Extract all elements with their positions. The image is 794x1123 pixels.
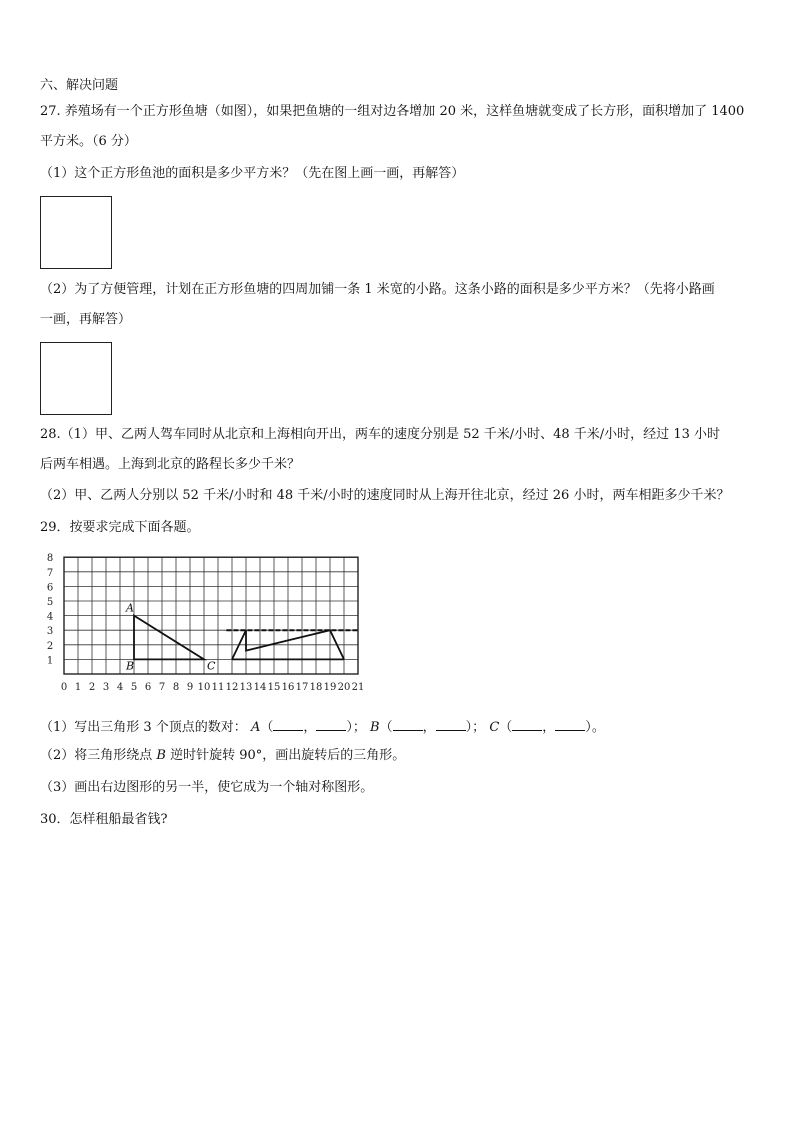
x-tick-label: 2: [88, 682, 96, 693]
q28-part2: （2）甲、乙两人分别以 52 千米/小时和 48 千米/小时的速度同时从上海开往北京，经过 26 小时，两车相距多少千米？: [40, 488, 730, 503]
x-tick-label: 16: [281, 682, 295, 693]
paren-open: （: [499, 720, 513, 735]
x-tick-label: 7: [158, 682, 166, 693]
y-tick-label: 5: [46, 597, 54, 608]
x-tick-label: 4: [116, 682, 124, 693]
x-tick-label: 20: [337, 682, 351, 693]
q29-part1-prefix: （1）写出三角形 3 个顶点的数对：: [40, 720, 247, 735]
square-pond-figure-1: [40, 196, 112, 269]
x-tick-label: 13: [239, 682, 253, 693]
paren-open: （: [379, 720, 393, 735]
x-tick-label: 9: [186, 682, 194, 693]
x-tick-label: 1: [74, 682, 82, 693]
y-tick-label: 2: [46, 640, 54, 652]
vertex-label-b: B: [126, 659, 135, 673]
triangle-abc: [134, 616, 204, 660]
coordinate-grid: [44, 548, 374, 700]
paren-open: （: [260, 720, 274, 735]
paren-close: ）: [346, 720, 353, 735]
rotation-point-label: B: [156, 748, 166, 763]
a-y-blank[interactable]: [316, 718, 346, 731]
q27-line1: 27. 养殖场有一个正方形鱼塘（如图），如果把鱼塘的一组对边各增加 20 米，这样鱼塘就变成了长方形，面积增加了 1400: [40, 104, 745, 119]
q27-part2-line2: 一画，再解答）: [40, 312, 132, 327]
q29-title: 29．按要求完成下面各题。: [40, 520, 200, 535]
vertex-label-a: A: [126, 601, 134, 615]
y-tick-label: 1: [46, 655, 54, 667]
point-c-label: C: [489, 720, 500, 735]
b-y-blank[interactable]: [436, 718, 466, 731]
a-x-blank[interactable]: [273, 718, 303, 731]
y-tick-label: 6: [46, 582, 54, 594]
comma: ，: [303, 720, 317, 735]
x-tick-label: 11: [211, 682, 225, 693]
square-pond-figure-2: [40, 342, 112, 415]
x-tick-label: 6: [144, 682, 152, 693]
point-a-label: A: [250, 720, 261, 735]
q28-part1-line2: 后两车相遇。上海到北京的路程长多少千米？: [40, 457, 301, 472]
x-tick-label: 3: [102, 682, 110, 693]
x-tick-label: 21: [351, 682, 365, 693]
q30-title: 30．怎样租船最省钱?: [40, 812, 168, 827]
vertex-label-c: C: [207, 659, 216, 673]
x-tick-label: 10: [197, 682, 211, 693]
separator: ；: [352, 720, 366, 735]
point-b-label: B: [370, 720, 380, 735]
x-tick-label: 5: [130, 682, 138, 693]
c-y-blank[interactable]: [555, 718, 585, 731]
x-tick-label: 12: [225, 682, 239, 693]
q27-line2: 平方米。（6 分）: [40, 134, 137, 149]
y-tick-label: 7: [46, 567, 54, 579]
q29-part1: [40, 718, 605, 736]
x-tick-label: 15: [267, 682, 281, 693]
paren-close: ）: [465, 720, 473, 735]
q29-part2-suffix: 逆时针旋转 90°，画出旋转后的三角形。: [165, 748, 406, 763]
y-tick-label: 4: [46, 611, 54, 623]
x-tick-label: 8: [172, 682, 180, 693]
x-tick-label: 17: [295, 682, 309, 693]
separator: ；: [472, 720, 486, 735]
q29-part2-prefix: （2）将三角形绕点: [40, 748, 157, 763]
q28-part1-line1: 28.（1）甲、乙两人驾车同时从北京和上海相向开出，两车的速度分别是 52 千米/小时、48 千米/小时，经过 13 小时: [40, 427, 720, 442]
q27-part1: （1）这个正方形鱼池的面积是多少平方米？（先在图上画一画，再解答）: [40, 166, 465, 181]
comma: ，: [422, 720, 436, 735]
section-title: 六、解决问题: [40, 78, 119, 93]
q27-part2-line1: （2）为了方便管理，计划在正方形鱼塘的四周加铺一条 1 米宽的小路。这条小路的面积是多少平方米？（先将小路画: [40, 282, 715, 297]
y-tick-label: 8: [46, 553, 54, 565]
b-x-blank[interactable]: [393, 718, 423, 731]
q29-part2: [40, 748, 405, 764]
comma: ，: [542, 720, 556, 735]
q29-part3: （3）画出右边图形的另一半，使它成为一个轴对称图形。: [40, 780, 374, 795]
x-tick-label: 19: [323, 682, 337, 693]
x-tick-label: 14: [253, 682, 267, 693]
c-x-blank[interactable]: [512, 718, 542, 731]
y-tick-label: 3: [46, 626, 54, 638]
x-tick-label: 18: [309, 682, 323, 693]
paren-close: ）: [585, 720, 592, 735]
period: 。: [591, 720, 605, 735]
x-tick-label: 0: [60, 682, 68, 693]
